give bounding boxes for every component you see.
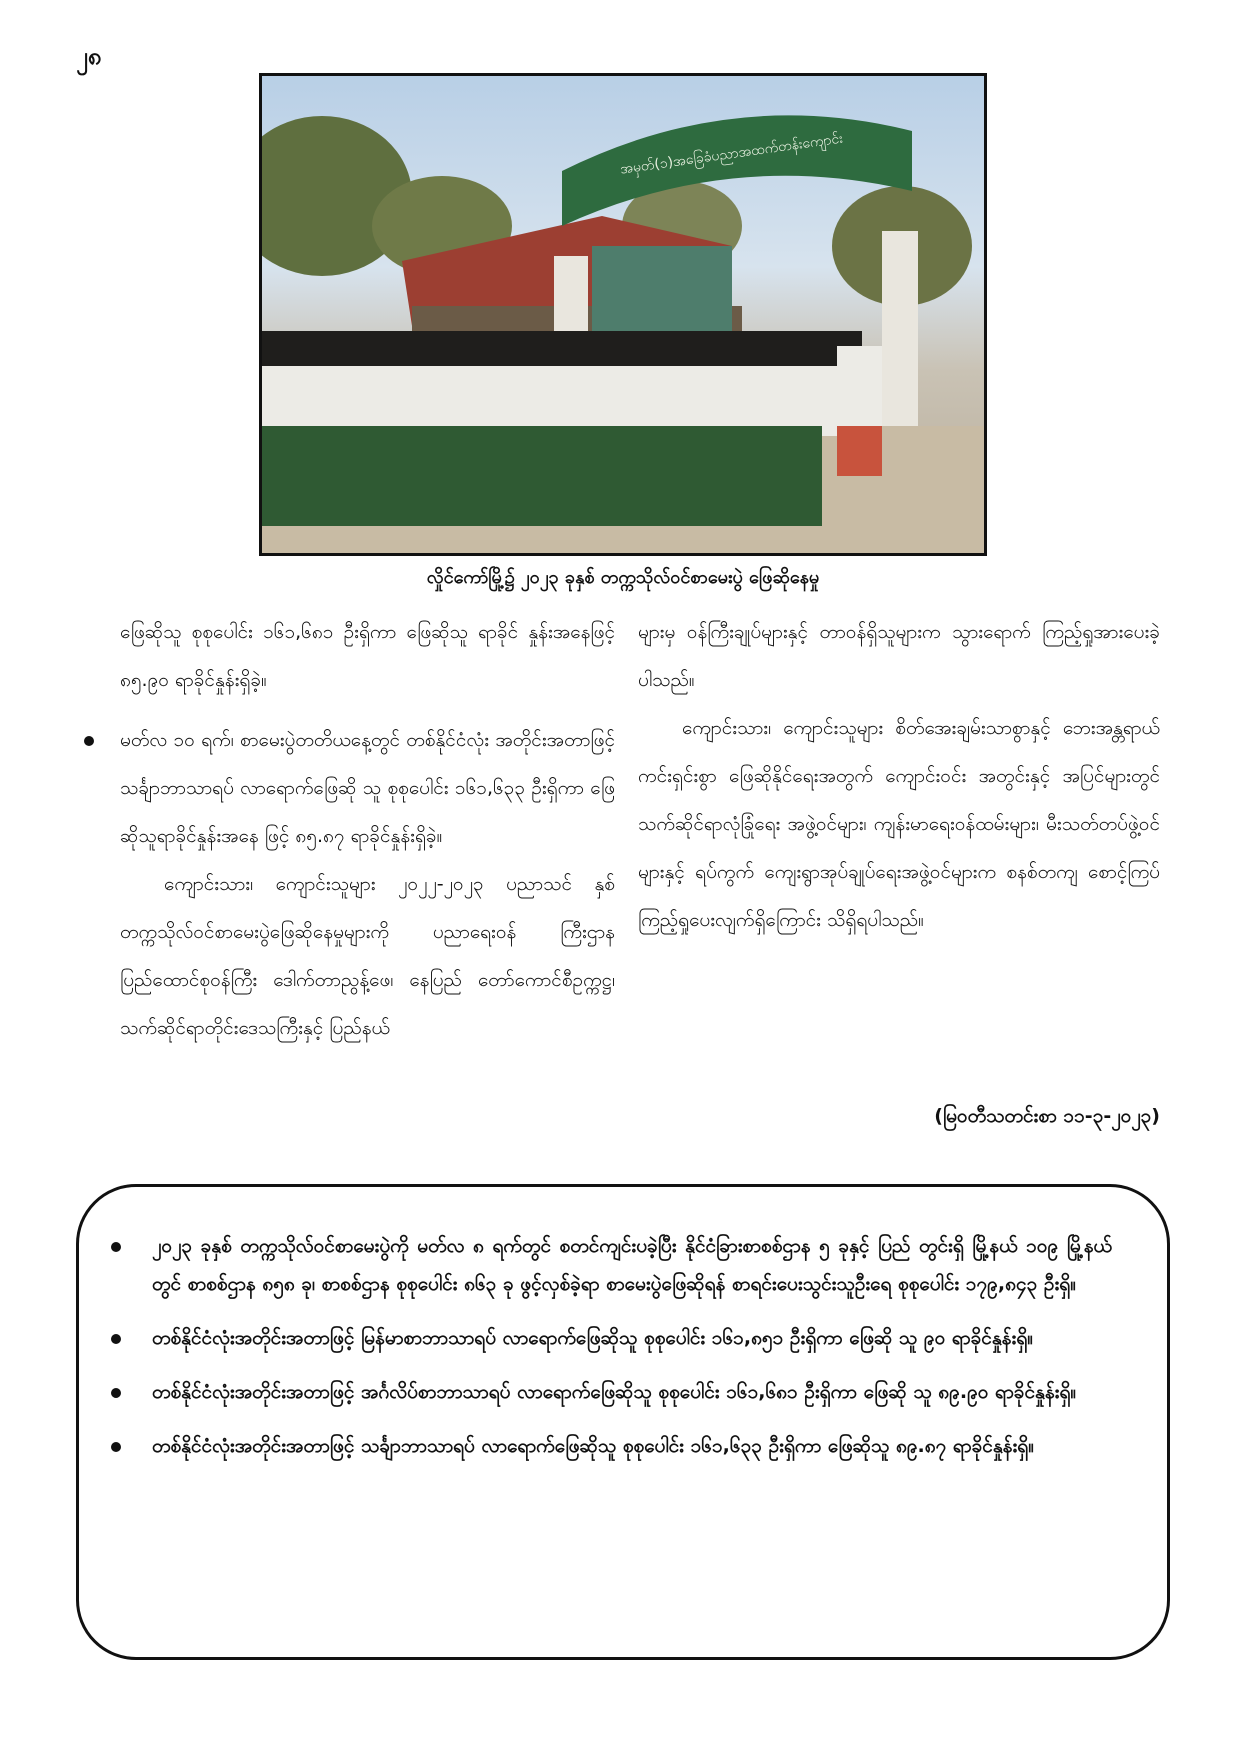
summary-item-text: တစ်နိုင်ငံလုံးအတိုင်းအတာဖြင့် သင်္ချာဘာသာရပ် လာရောက်ဖြေဆိုသူ စုစုပေါင်း ၁၆၁,၆၃၃ ဦးရှိကာ ဖြေဆိုသူ ၈၉.၈၇ ရာခိုင်နှုန်းရှိ။ (152, 1435, 1034, 1457)
summary-item (152, 1427, 1112, 1465)
summary-item-text: တစ်နိုင်ငံလုံးအတိုင်းအတာဖြင့် မြန်မာစာဘာသာရပ် လာရောက်ဖြေဆိုသူ စုစုပေါင်း ၁၆၁,၈၅၁ ဦးရှိကာ ဖြေဆို သူ ၉၀ ရာခိုင်နှုန်းရှိ။ (152, 1327, 1033, 1349)
summary-item (152, 1227, 1112, 1303)
summary-item (152, 1319, 1112, 1357)
bullet-icon (111, 1334, 121, 1344)
article-continued-paragraph: များမှ ဝန်ကြီးချုပ်များနှင့် တာဝန်ရှိသူများက သွားရောက် ကြည့်ရှုအားပေးခဲ့ပါသည်။ (638, 621, 1160, 691)
school-gate-scene (262, 76, 984, 553)
article-paragraph: ကျောင်းသား၊ ကျောင်းသူများ ၂၀၂၂-၂၀၂၃ ပညာသင် နှစ် တက္ကသိုလ်ဝင်စာမေးပွဲဖြေဆိုနေမှုများကို ပညာရေးဝန် ကြီးဌာန ပြည်ထောင်စုဝန်ကြီး ဒေါက်တာညွန့်ဖေ၊ နေပြည် တော်ကောင်စီဥက္ကဋ္ဌ၊ သက်ဆိုင်ရာတိုင်းဒေသကြီးနှင့် ပြည်နယ် (120, 873, 615, 1039)
bullet-icon (111, 1388, 121, 1398)
gate-sign-text: အမှတ်(၁)အခြေခံပညာအထက်တန်းကျောင်း (619, 130, 844, 178)
article-bullet-text: မတ်လ ၁၀ ရက်၊ စာမေးပွဲတတိယနေ့တွင် တစ်နိုင်ငံလုံး အတိုင်းအတာဖြင့် သင်္ချာဘာသာရပ် လာရောက်ဖြေဆို သူ စုစုပေါင်း ၁၆၁,၆၃၃ ဦးရှိကာ ဖြေဆိုသူရာခိုင်နှုန်းအနေ ဖြင့် ၈၅.၈၇ ရာခိုင်နှုန်းရှိခဲ့။ (120, 729, 615, 847)
news-source: (မြဝတီသတင်းစာ ၁၁-၃-၂၀၂၃) (934, 1105, 1160, 1127)
article-right-column (638, 608, 1160, 944)
summary-list (152, 1227, 1112, 1481)
summary-item-text: ၂၀၂၃ ခုနှစ် တက္ကသိုလ်ဝင်စာမေးပွဲကို မတ်လ ၈ ရက်တွင် စတင်ကျင်းပခဲ့ပြီး နိုင်ငံခြားစာစစ်ဌာန ၅ ခုနှင့် ပြည် တွင်းရှိ မြို့နယ် ၁၀၉ မြို့နယ်တွင် စာစစ်ဌာန ၈၅၈ ခု၊ စာစစ်ဌာန စုစုပေါင်း ၈၆၃ ခု ဖွင့်လှစ်ခဲ့ရာ စာမေးပွဲဖြေဆိုရန် စာရင်းပေးသွင်းသူဦးရေ စုစုပေါင်း ၁၇၉,၈၄၃ ဦးရှိ။ (152, 1235, 1112, 1295)
summary-box (76, 1184, 1170, 1660)
bullet-icon (111, 1242, 121, 1252)
article-left-column (120, 608, 615, 1052)
summary-item (152, 1373, 1112, 1411)
article-bullet-item (120, 716, 615, 860)
summary-item-text: တစ်နိုင်ငံလုံးအတိုင်းအတာဖြင့် အင်္ဂလိပ်စာဘာသာရပ် လာရောက်ဖြေဆိုသူ စုစုပေါင်း ၁၆၁,၆၈၁ ဦးရှိကာ ဖြေဆို သူ ၈၉.၉၀ ရာခိုင်နှုန်းရှိ။ (152, 1381, 1077, 1403)
article-paragraph: ကျောင်းသား၊ ကျောင်းသူများ စိတ်အေးချမ်းသာစွာနှင့် ဘေးအန္တရာယ်ကင်းရှင်းစွာ ဖြေဆိုနိုင်ရေးအတွက် ကျောင်းဝင်း အတွင်းနှင့် အပြင်များတွင် သက်ဆိုင်ရာလုံခြုံရေး အဖွဲ့ဝင်များ၊ ကျန်းမာရေးဝန်ထမ်းများ၊ မီးသတ်တပ်ဖွဲ့ဝင်များနှင့် ရပ်ကွက် ကျေးရွာအုပ်ချုပ်ရေးအဖွဲ့ဝင်များက စနစ်တကျ စောင့်ကြပ် ကြည့်ရှုပေးလျက်ရှိကြောင်း သိရှိရပါသည်။ (638, 717, 1160, 931)
bullet-icon (84, 736, 94, 746)
bullet-icon (111, 1442, 121, 1452)
exam-photo (259, 73, 987, 556)
article-lead-paragraph: ဖြေဆိုသူ စုစုပေါင်း ၁၆၁,၆၈၁ ဦးရှိကာ ဖြေဆိုသူ ရာခိုင် နှုန်းအနေဖြင့် ၈၅.၉၀ ရာခိုင်နှုန်းရှိခဲ့။ (120, 621, 615, 691)
page-number: ၂၈ (76, 42, 102, 70)
photo-caption: လှိုင်ကော်မြို့၌ ၂၀၂၃ ခုနှစ် တက္ကသိုလ်ဝင်စာမေးပွဲ ဖြေဆိုနေမှု (426, 567, 820, 588)
students-crowd (262, 331, 882, 526)
